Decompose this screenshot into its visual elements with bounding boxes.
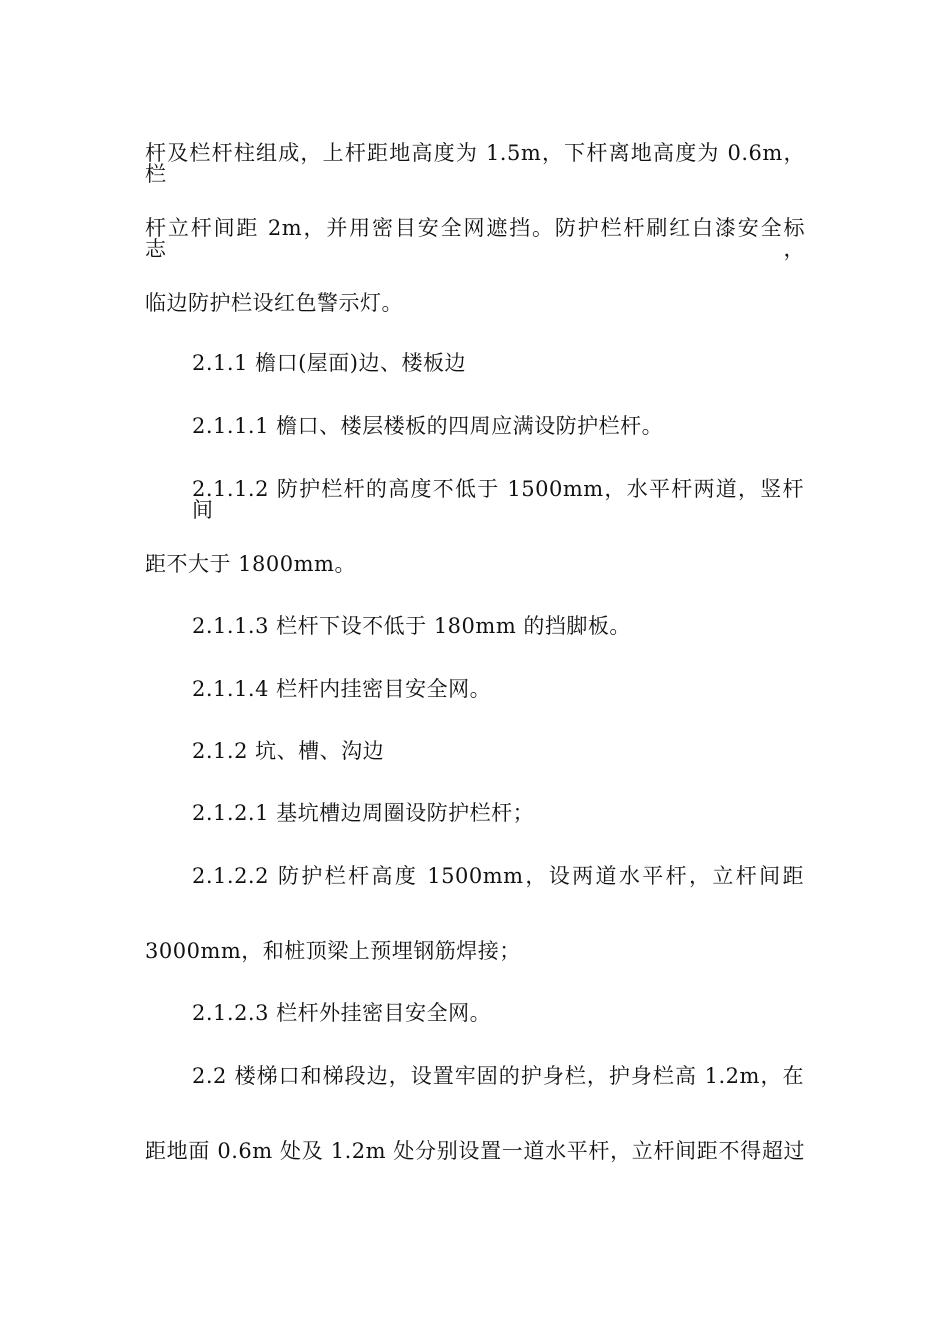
paragraph-line: 2.1.2.3 栏杆外挂密目安全网。 (192, 1001, 492, 1025)
paragraph-line: 距不大于 1800mm。 (145, 552, 356, 576)
paragraph-line: 2.1.1.4 栏杆内挂密目安全网。 (192, 677, 492, 701)
paragraph-line: 3000mm，和桩顶梁上预埋钢筋焊接； (145, 939, 521, 963)
paragraph-line: 距地面 0.6m 处及 1.2m 处分别设置一道水平杆，立杆间距不得超过 (145, 1139, 805, 1163)
paragraph-line: 2.1.1.2 防护栏杆的高度不低于 1500mm，水平杆两道，竖杆间 (192, 477, 804, 522)
section-heading: 2.1.1 檐口(屋面)边、楼板边 (192, 351, 466, 375)
section-heading: 2.1.2 坑、槽、沟边 (192, 739, 385, 763)
paragraph-line: 2.1.2.2 防护栏杆高度 1500mm，设两道水平杆，立杆间距 (192, 864, 804, 888)
paragraph-line: 2.1.1.1 檐口、楼层楼板的四周应满设防护栏杆。 (192, 414, 664, 438)
section-paragraph-line: 2.2 楼梯口和梯段边，设置牢固的护身栏，护身栏高 1.2m，在 (192, 1064, 804, 1088)
paragraph-line: 临边防护栏设红色警示灯。 (145, 291, 403, 315)
paragraph-line: 2.1.2.1 基坑槽边周圈设防护栏杆； (192, 801, 535, 825)
paragraph-line: 2.1.1.3 栏杆下设不低于 180mm 的挡脚板。 (192, 614, 631, 638)
paragraph-line: 杆立杆间距 2m，并用密目安全网遮挡。防护栏杆刷红白漆安全标志， (145, 216, 805, 261)
paragraph-line: 杆及栏杆柱组成，上杆距地高度为 1.5m，下杆离地高度为 0.6m，栏 (145, 141, 805, 186)
